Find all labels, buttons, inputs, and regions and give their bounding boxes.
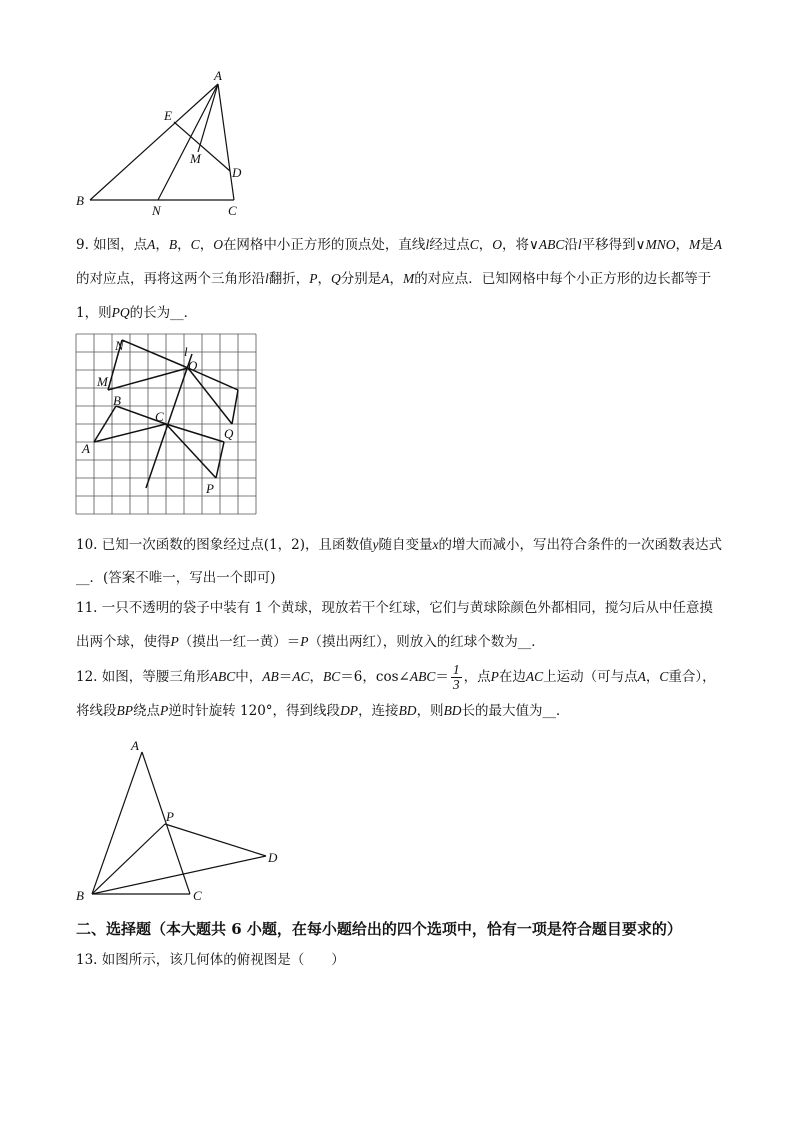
segment-ab (90, 84, 218, 200)
label-a: A (82, 441, 90, 456)
segment-pd (165, 824, 266, 856)
question-11: 11. 一只不透明的袋子中装有 1 个黄球，现放若干个红球，它们与黄球除颜色外都相同，搅匀后从中任意摸出两个球，使得P（摸出一红一黄）＝P（摸出两红），则放入的红球个数为__． (76, 600, 713, 650)
question-13: 13. 如图所示，该几何体的俯视图是（ ） (76, 952, 345, 968)
question-10: 10. 已知一次函数的图象经过点(1，2)，且函数值y随自变量x的增大而减小，写出符合条件的一次函数表达式__．(答案不唯一，写出一个即可) (76, 537, 722, 586)
segment-r-q (232, 390, 238, 424)
figure-q12-triangle (70, 734, 290, 904)
label-c: C (155, 409, 164, 424)
label-e: E (164, 108, 172, 123)
segment-ac (218, 84, 234, 200)
question-9: 9. 如图，点A，B，C，O在网格中小正方形的顶点处，直线l经过点C，O，将∨ABC沿l平移得到∨MNO，M是A的对应点，再将这两个三角形沿l翻折，P，Q分别是A，M的对应点．已知网格中每个小正方形的边长都等于 1，则PQ的长为__． (76, 237, 723, 321)
label-o: O (188, 358, 198, 373)
segment-an (158, 84, 218, 200)
segment-no (122, 340, 188, 368)
label-a: A (214, 68, 222, 83)
label-n: N (115, 338, 124, 353)
label-p: P (206, 481, 214, 496)
label-d: D (268, 850, 278, 865)
figure-q9-grid (72, 330, 262, 520)
label-q: Q (224, 426, 234, 441)
section-2-title: 二、选择题（本大题共 6 小题，在每小题给出的四个选项中，恰有一项是符合题目要求的） (76, 920, 682, 938)
label-a: A (131, 738, 139, 753)
label-m: M (97, 374, 108, 389)
label-d: D (232, 165, 242, 180)
label-b: B (76, 193, 84, 208)
label-p: P (166, 809, 174, 824)
segment-ab (92, 752, 142, 894)
question-12: 12. 如图，等腰三角形ABC中，AB＝AC，BC＝6，cos∠ABC＝ $\frac{1}{3}$ ，点P在边AC上运动（可与点A，C重合），将线段BP绕点P逆时针旋转 120°，得到线段DP，连接BD，则BD长的最大值为__． (76, 662, 716, 719)
segment-bp (92, 824, 165, 894)
segment-oq (188, 368, 232, 424)
fraction-one-third: $\frac{1}{3}$ (452, 662, 460, 692)
label-b: B (113, 393, 121, 408)
label-l: l (184, 344, 188, 359)
segment-ed (174, 122, 230, 171)
label-c: C (193, 888, 202, 903)
figure-q8-triangle (70, 66, 260, 222)
label-b: B (76, 888, 84, 903)
label-n: N (152, 203, 161, 218)
line-l (146, 354, 192, 488)
label-c: C (228, 203, 237, 218)
label-m: M (190, 151, 201, 166)
